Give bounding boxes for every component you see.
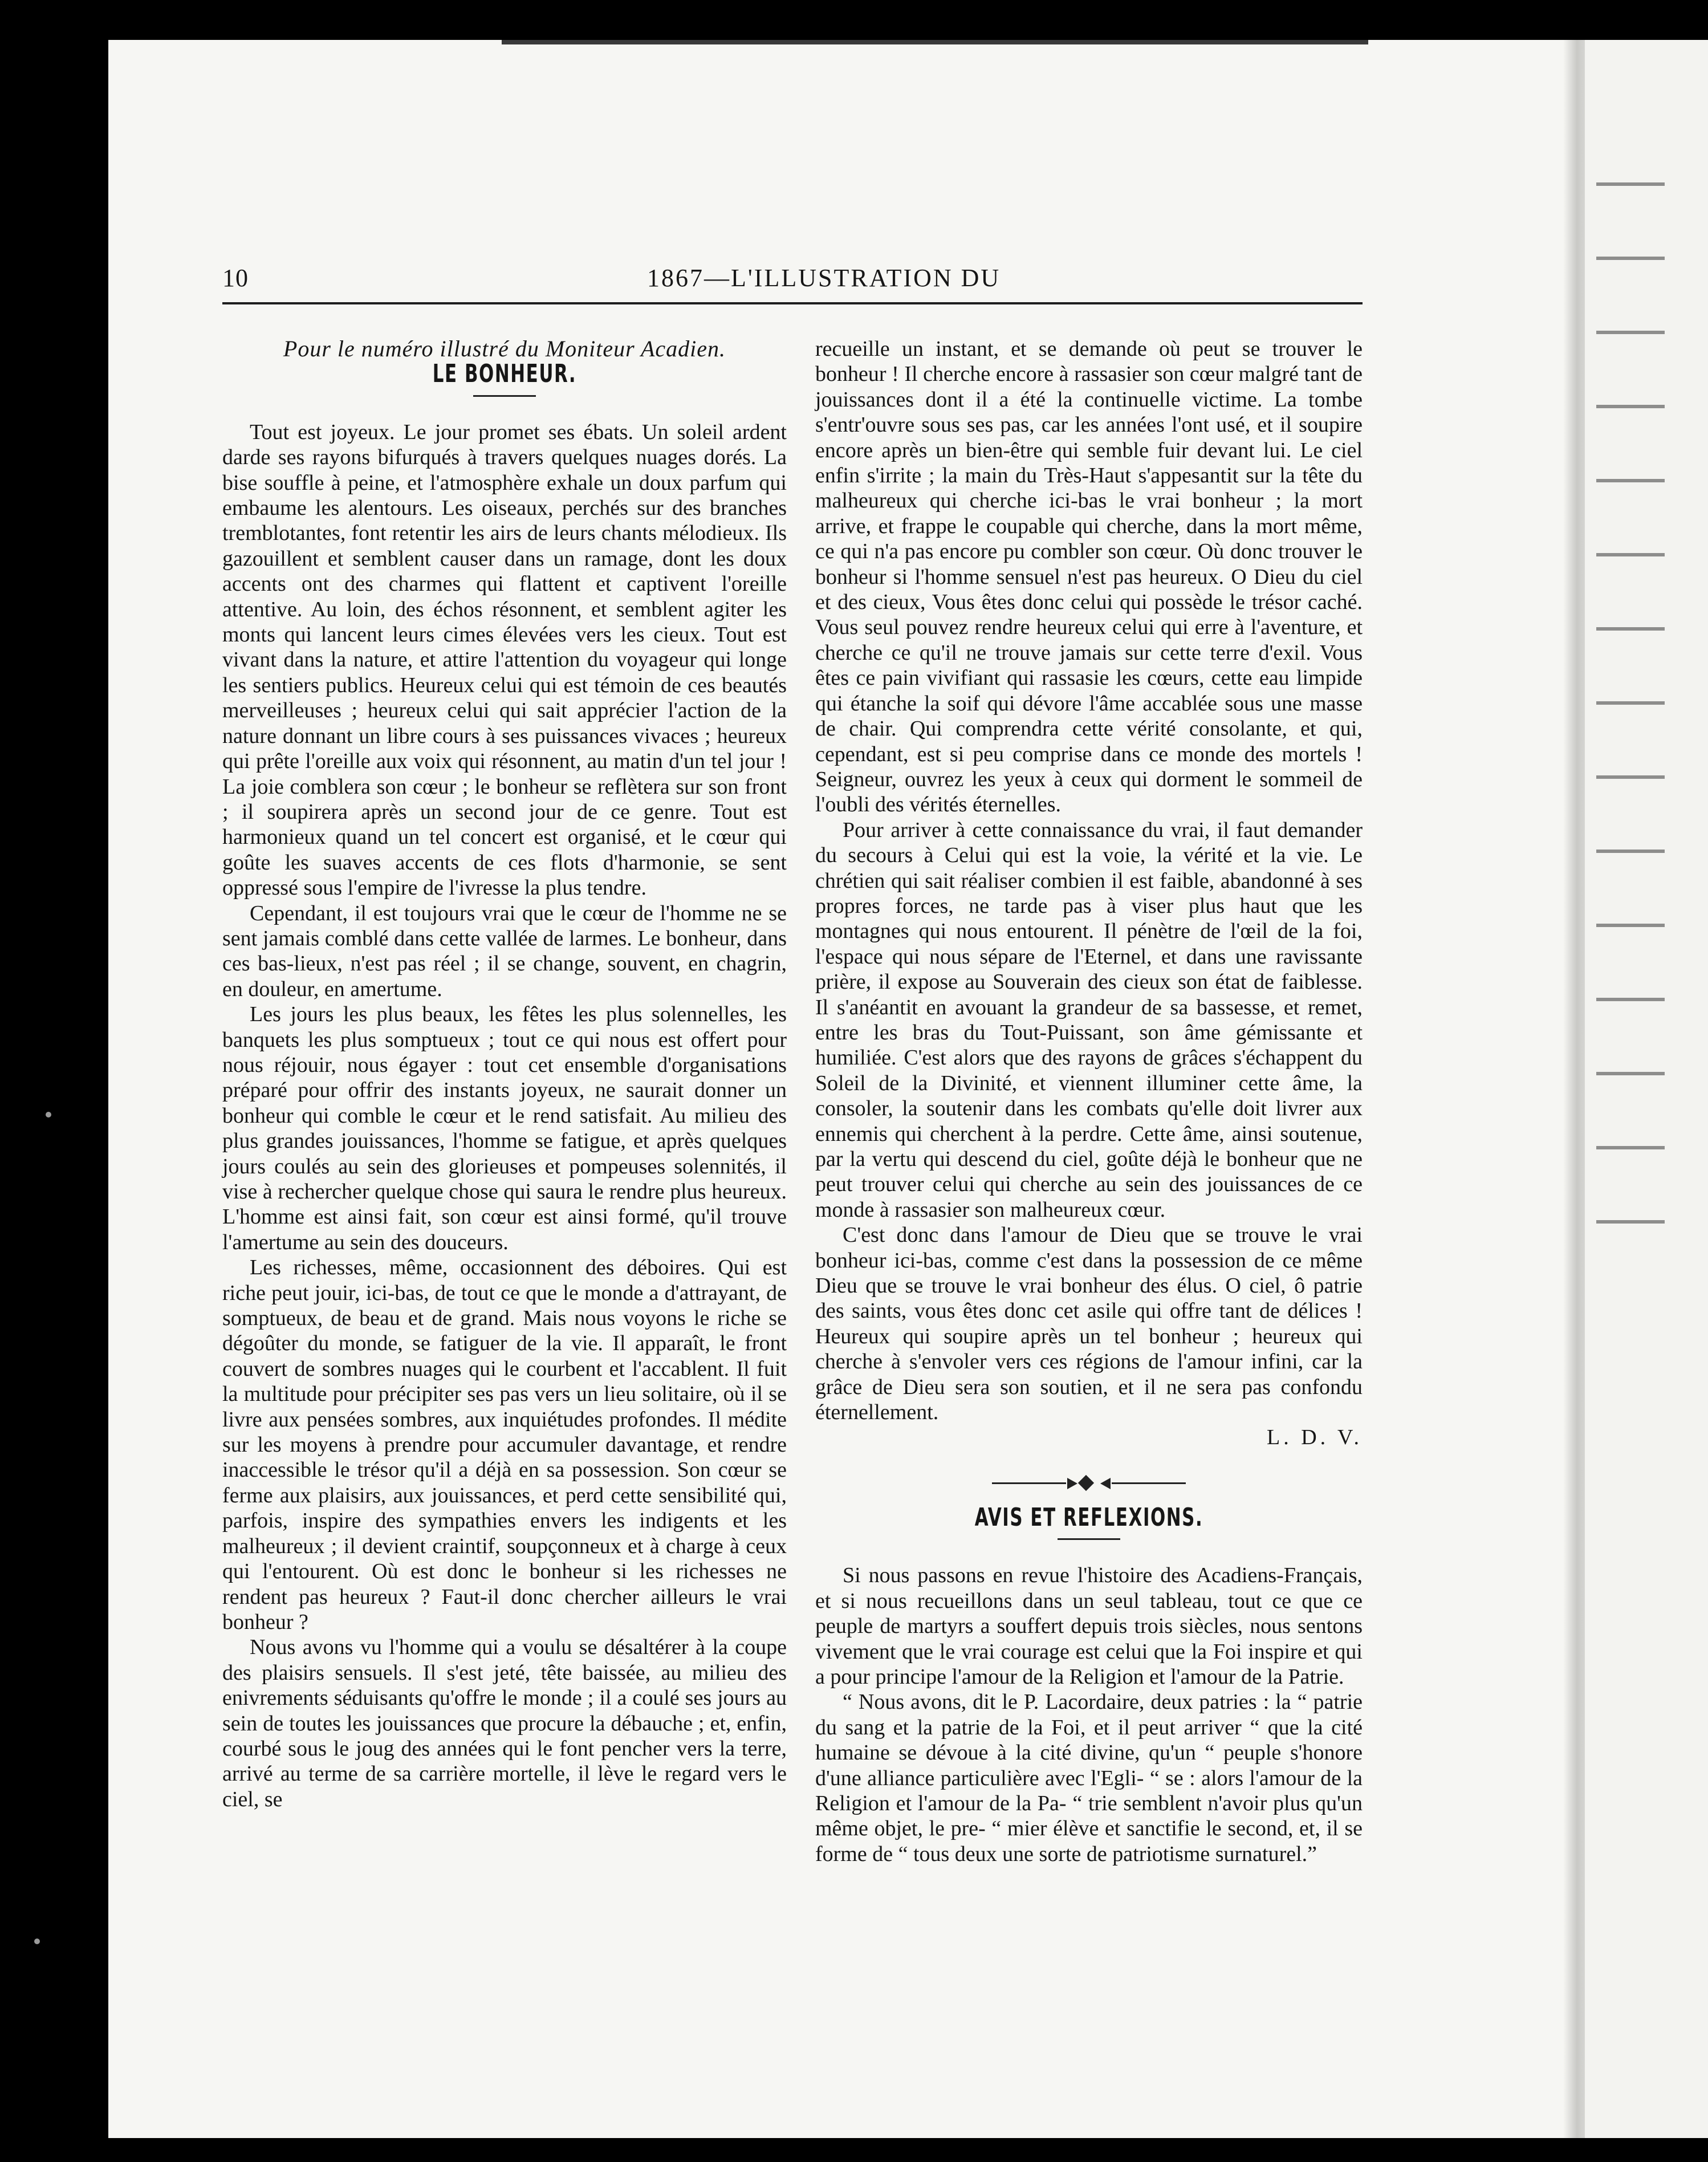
scan-speck xyxy=(34,1939,40,1944)
left-column xyxy=(222,336,787,1812)
paragraph: Tout est joyeux. Le jour promet ses ébats. Un soleil ardent darde ses rayons bifurqués à travers quelques nuages dorés. La bise souffle à peine, et l'atmosphère exhale un doux parfum qui embaume les alentours. Les oiseaux, perchés sur des branches tremblotantes, font retentir les airs de leurs chants mélodieux. Ils gazouillent et semblent causer dans un ramage, dont les doux accents ont des charmes qui flattent et captivent l'oreille attentive. Au loin, des échos résonnent, et semblent agiter les monts qui lancent leurs cimes élevées vers les cieux. Tout est vivant dans la nature, et attire l'attention du voyageur qui longe les sentiers publics. Heureux celui qui est témoin de ces beautés merveilleuses ; heureux celui qui sait apprécier l'action de la nature donnant un libre cours à ses puissances vivaces ; heureux qui prête l'oreille aux voix qui résonnent, au matin d'un tel jour ! La joie comblera son cœur ; le bonheur se reflètera sur son front ; il soupirera après un second jour de ce genre. Tout est harmonieux quand un tel concert est organisé, et le cœur qui goûte les suaves accents de ces flots d'harmonie, se sent oppressé sous l'empire de l'ivresse la plus tendre. xyxy=(222,420,787,900)
section-title-avis-et-reflexions: AVIS ET REFLEXIONS. xyxy=(974,1502,1203,1532)
header-rule xyxy=(222,302,1363,304)
title-underline xyxy=(473,395,536,397)
page-number: 10 xyxy=(222,264,249,292)
right-column xyxy=(815,336,1363,1867)
author-signature: L. D. V. xyxy=(1266,1425,1363,1450)
page-header xyxy=(222,263,1363,303)
paragraph: Cependant, il est toujours vrai que le cœur de l'homme ne se sent jamais comblé dans cette vallée de larmes. Le bonheur, dans ces bas-lieux, n'est pas réel ; il se change, souvent, en chagrin, en douleur, en amertume. xyxy=(222,901,787,1001)
paragraph: Nous avons vu l'homme qui a voulu se désaltérer à la coupe des plaisirs sensuels. Il s'est jeté, tête baissée, au milieu des enivrements séduisants qu'offre le monde ; il a coulé ses jours au sein de toutes les jouissances que procure la débauche ; et, enfin, courbé sous le joug des années qui le font pencher vers la terre, arrivé au terme de sa carrière mortelle, il lève le regard vers le ciel, se xyxy=(222,1635,787,1811)
article-title-le-bonheur: LE BONHEUR. xyxy=(432,359,577,389)
section-divider-ornament xyxy=(992,1472,1186,1495)
continued-paragraph: recueille un instant, et se demande où peut se trouver le bonheur ! Il cherche encore à rassasier son cœur malgré tant de jouissances dont il a été la continuelle victime. La tombe s'entr'ouvre sous ses pas, car les années l'ont usé, et il soupire encore après un bien-être qui semble fuir devant lui. Le ciel enfin s'irrite ; la main du Très-Haut s'appesantit sur la tête du malheureux qui cherche ici-bas le vrai bonheur ; la mort arrive, et frappe le coupable qui cherche, dans la mort même, ce qui n'a pas encore pu combler son cœur. Où donc trouver le bonheur si l'homme sensuel n'est pas heureux. O Dieu du ciel et des cieux, Vous êtes donc celui qui possède le trésor caché. Vous seul pouvez rendre heureux celui qui erre à l'aventure, et cherche ce qu'il ne trouve jamais sur cette terre d'exil. Vous êtes ce pain vivifiant qui rassasie les cœurs, cette eau limpide qui étanche la soif qui dévore l'âme accablée sous une masse de chair. Qui comprendra cette vérité consolante, et qui, cependant, est si peu comprise dans ce monde des mortels ! Seigneur, ouvrez les yeux à ceux qui dorment le sommeil de l'oubli des vérités éternelles. xyxy=(815,337,1363,817)
adjacent-page-print-bleed xyxy=(1596,160,1665,1243)
top-border-rule xyxy=(502,40,1368,44)
paragraph: Pour arriver à cette connaissance du vrai, il faut demander du secours à Celui qui est la voie, la vérité et la vie. Le chrétien qui sait réaliser combien il est faible, abandonné à ses propres forces, ne tarde pas à viser plus haut que les montagnes qui nous entourent. Il pénètre de l'œil de la foi, l'espace qui nous sépare de l'Eternel, et dans une ravissante prière, il expose au Souverain des cieux son état de faiblesse. Il s'anéantit en avouant la grandeur de sa bassesse, et remet, entre les bras du Tout-Puissant, son âme gémissante et humiliée. C'est alors que des rayons de grâces s'échappent du Soleil de la Divinité, et viennent illuminer cette âme, la consoler, la soutenir dans les combats qu'elle doit livrer aux ennemis qui cherchent à la perdre. Cette âme, ainsi soutenue, par la vertu qui descend du ciel, goûte déjà le bonheur que ne peut trouver celui qui cherche au sein des jouissances de ce monde à rassasier son malheureux cœur. xyxy=(815,818,1363,1222)
paragraph: Les richesses, même, occasionnent des déboires. Qui est riche peut jouir, ici-bas, de tout ce que le monde a d'attrayant, de somptueux, de beau et de grand. Mais nous voyons le riche se dégoûter du monde, se fatiguer de la vie. Il apparaît, le front couvert de sombres nuages qui le courbent et l'accablent. Il fuit la multitude pour précipiter ses pas vers un lieu solitaire, où il se livre aux pensées sombres, aux inquiétudes profondes. Il médite sur les moyens à prendre pour accumuler davantage, et rendre inaccessible le trésor qu'il a déjà en sa possession. Son cœur se ferme aux plaisirs, aux jouissances, et perd cette sensibilité qui, parfois, inspire des sympathies envers les indigents et les malheureux ; il devient craintif, soupçonneux et à charge à ceux qui l'entourent. Où est donc le bonheur si les richesses ne rendent pas heureux ? Faut-il donc chercher ailleurs le vrai bonheur ? xyxy=(222,1255,787,1634)
scan-speck xyxy=(46,1112,51,1117)
running-title: 1867—L'ILLUSTRATION DU xyxy=(647,264,1001,292)
paragraph: Si nous passons en revue l'histoire des Acadiens-Français, et si nous recueillons dans un seul tableau, tout ce que ce peuple de martyrs a souffert depuis trois siècles, nous sentons vivement que le vrai courage est celui que la Foi inspire et qui a pour principe l'amour de la Religion et l'amour de la Patrie. xyxy=(815,1563,1363,1689)
dedication-line: Pour le numéro illustré du Moniteur Acadien. xyxy=(283,336,726,361)
paragraph: C'est donc dans l'amour de Dieu que se trouve le vrai bonheur ici-bas, comme c'est dans la possession de ce même Dieu que se trouve le vrai bonheur des élus. O ciel, ô patrie des saints, vous êtes donc cet asile qui offre tant de délices ! Heureux qui soupire après un tel bonheur ; heureux qui cherche à s'envoler vers ces régions de l'amour infini, car la grâce de Dieu sera son soutien, et il ne sera pas confondu éternellement. xyxy=(815,1223,1363,1425)
quotation-paragraph: “ Nous avons, dit le P. Lacordaire, deux patries : la “ patrie du sang et la patrie de la Foi, et il peut arriver “ que la cité humaine se dévoue à la cité divine, qu'un “ peuple s'honore d'une alliance particulière avec l'Egli- “ se : alors l'amour de la Religion et l'amour de la Pa- “ trie semblent n'avoir plus qu'un même objet, le pre- “ mier élève et sanctifie le second, et, il se forme de “ tous deux une sorte de patriotisme surnaturel.” xyxy=(815,1690,1363,1866)
title-underline xyxy=(1058,1538,1120,1540)
paragraph: Les jours les plus beaux, les fêtes les plus solennelles, les banquets les plus somptueux ; tout ce qui nous est offert pour nous réjouir, nous égayer : tout cet ensemble d'organisations préparé pour offrir des instants joyeux, ne saurait donner un bonheur qui comble le cœur et le rend satisfait. Au milieu des plus grandes jouissances, l'homme se fatigue, et après quelques jours coulés au sein des glorieuses et pompeuses solennités, il vise à rechercher quelque chose qui saura le rendre plus heureux. L'homme est ainsi fait, son cœur est ainsi formé, qu'il trouve l'amertume au sein des douceurs. xyxy=(222,1002,787,1254)
